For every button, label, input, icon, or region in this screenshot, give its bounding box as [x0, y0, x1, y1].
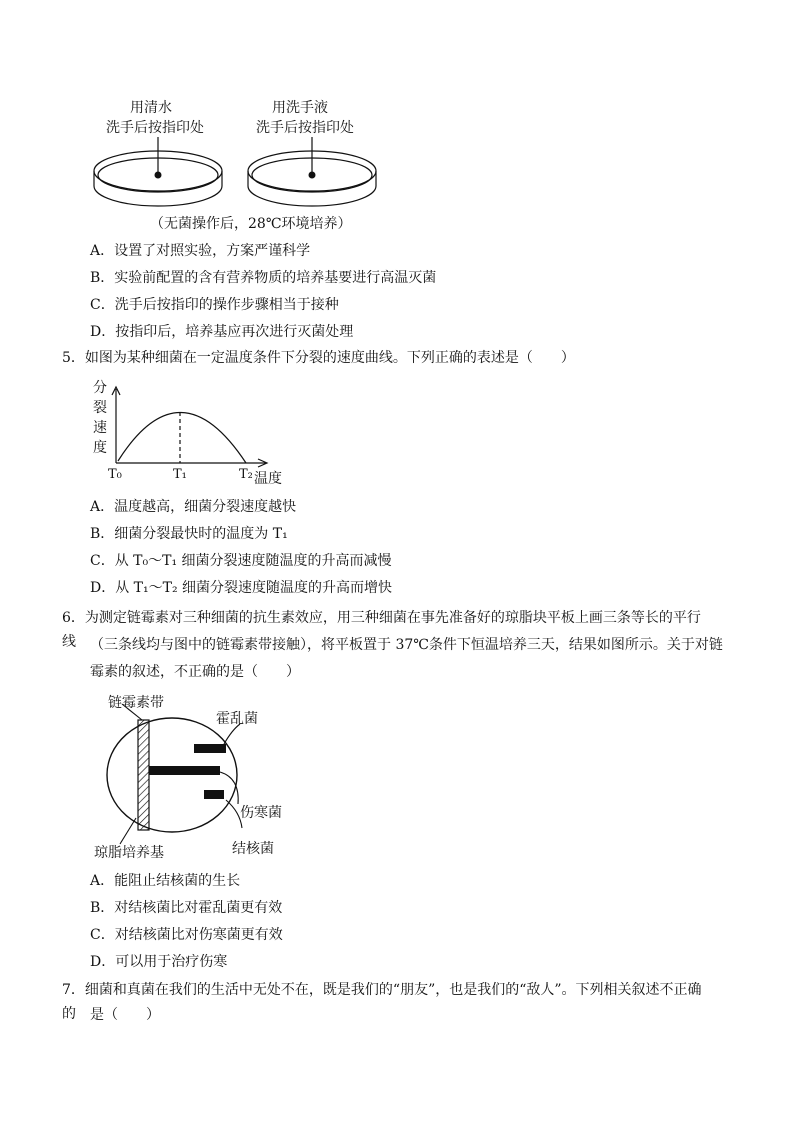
q7-stem-line-1: 7．细菌和真菌在我们的生活中无处不在，既是我们的“朋友”，也是我们的“敌人”。下列相关叙述不正确的 [62, 982, 702, 1022]
right-dish-label-1: 用洗手液 [272, 100, 328, 116]
q6-option-d[interactable]: D．可以用于治疗伤寒 [90, 954, 228, 970]
graph-x-label: 温度 [254, 471, 282, 487]
agar-label: 琼脂培养基 [94, 845, 164, 861]
q6-stem-line-2: （三条线均与图中的链霉素带接触），将平板置于 37℃条件下恒温培养三天，结果如图所示。关于对链 [90, 637, 723, 653]
q5-stem: 5．如图为某种细菌在一定温度条件下分裂的速度曲线。下列正确的表述是（ ） [62, 350, 575, 366]
q7-stem-line-2: 是（ ） [90, 1007, 160, 1023]
tick-t2: T₂ [239, 467, 253, 482]
q6-option-c[interactable]: C．对结核菌比对伤寒菌更有效 [90, 927, 283, 943]
q6-stem-line-3: 霉素的叙述，不正确的是（ ） [90, 664, 300, 680]
q6-stem-line-1: 6．为测定链霉素对三种细菌的抗生素效应，用三种细菌在事先准备好的琼脂块平板上画三条等长的平行线 [62, 610, 701, 650]
q6-option-b[interactable]: B．对结核菌比对霍乱菌更有效 [90, 900, 283, 916]
typhoid-label: 伤寒菌 [240, 805, 282, 821]
graph-y-label: 分 裂 速 度 [93, 380, 107, 456]
q4-option-b[interactable]: B．实验前配置的含有营养物质的培养基要进行高温灭菌 [90, 270, 437, 286]
left-dish-label-2: 洗手后按指印处 [106, 120, 204, 136]
q6-option-a[interactable]: A．能阻止结核菌的生长 [90, 873, 241, 889]
petri-dishes-drawing [88, 135, 398, 210]
tuberculosis-label: 结核菌 [232, 841, 274, 857]
growth-curve-drawing [110, 385, 270, 470]
cholera-label: 霍乱菌 [216, 711, 258, 727]
q4-option-d[interactable]: D．按指印后，培养基应再次进行灭菌处理 [90, 324, 354, 340]
q5-option-c[interactable]: C．从 T₀～T₁ 细菌分裂速度随温度的升高而减慢 [90, 553, 392, 569]
q4-option-c[interactable]: C．洗手后按指印的操作步骤相当于接种 [90, 297, 339, 313]
tick-t1: T₁ [173, 467, 187, 482]
q5-option-b[interactable]: B．细菌分裂最快时的温度为 T₁ [90, 526, 288, 542]
figure-caption: （无菌操作后，28℃环境培养） [150, 216, 352, 232]
streptomycin-strip-label: 链霉素带 [108, 695, 164, 711]
left-dish-label-1: 用清水 [130, 100, 172, 116]
q5-option-a[interactable]: A．温度越高，细菌分裂速度越快 [90, 499, 297, 515]
tick-t0: T₀ [108, 467, 122, 482]
q5-option-d[interactable]: D．从 T₁～T₂ 细菌分裂速度随温度的升高而增快 [90, 580, 393, 596]
agar-plate-drawing [100, 700, 260, 850]
q4-option-a[interactable]: A．设置了对照实验，方案严谨科学 [90, 243, 311, 259]
right-dish-label-2: 洗手后按指印处 [256, 120, 354, 136]
